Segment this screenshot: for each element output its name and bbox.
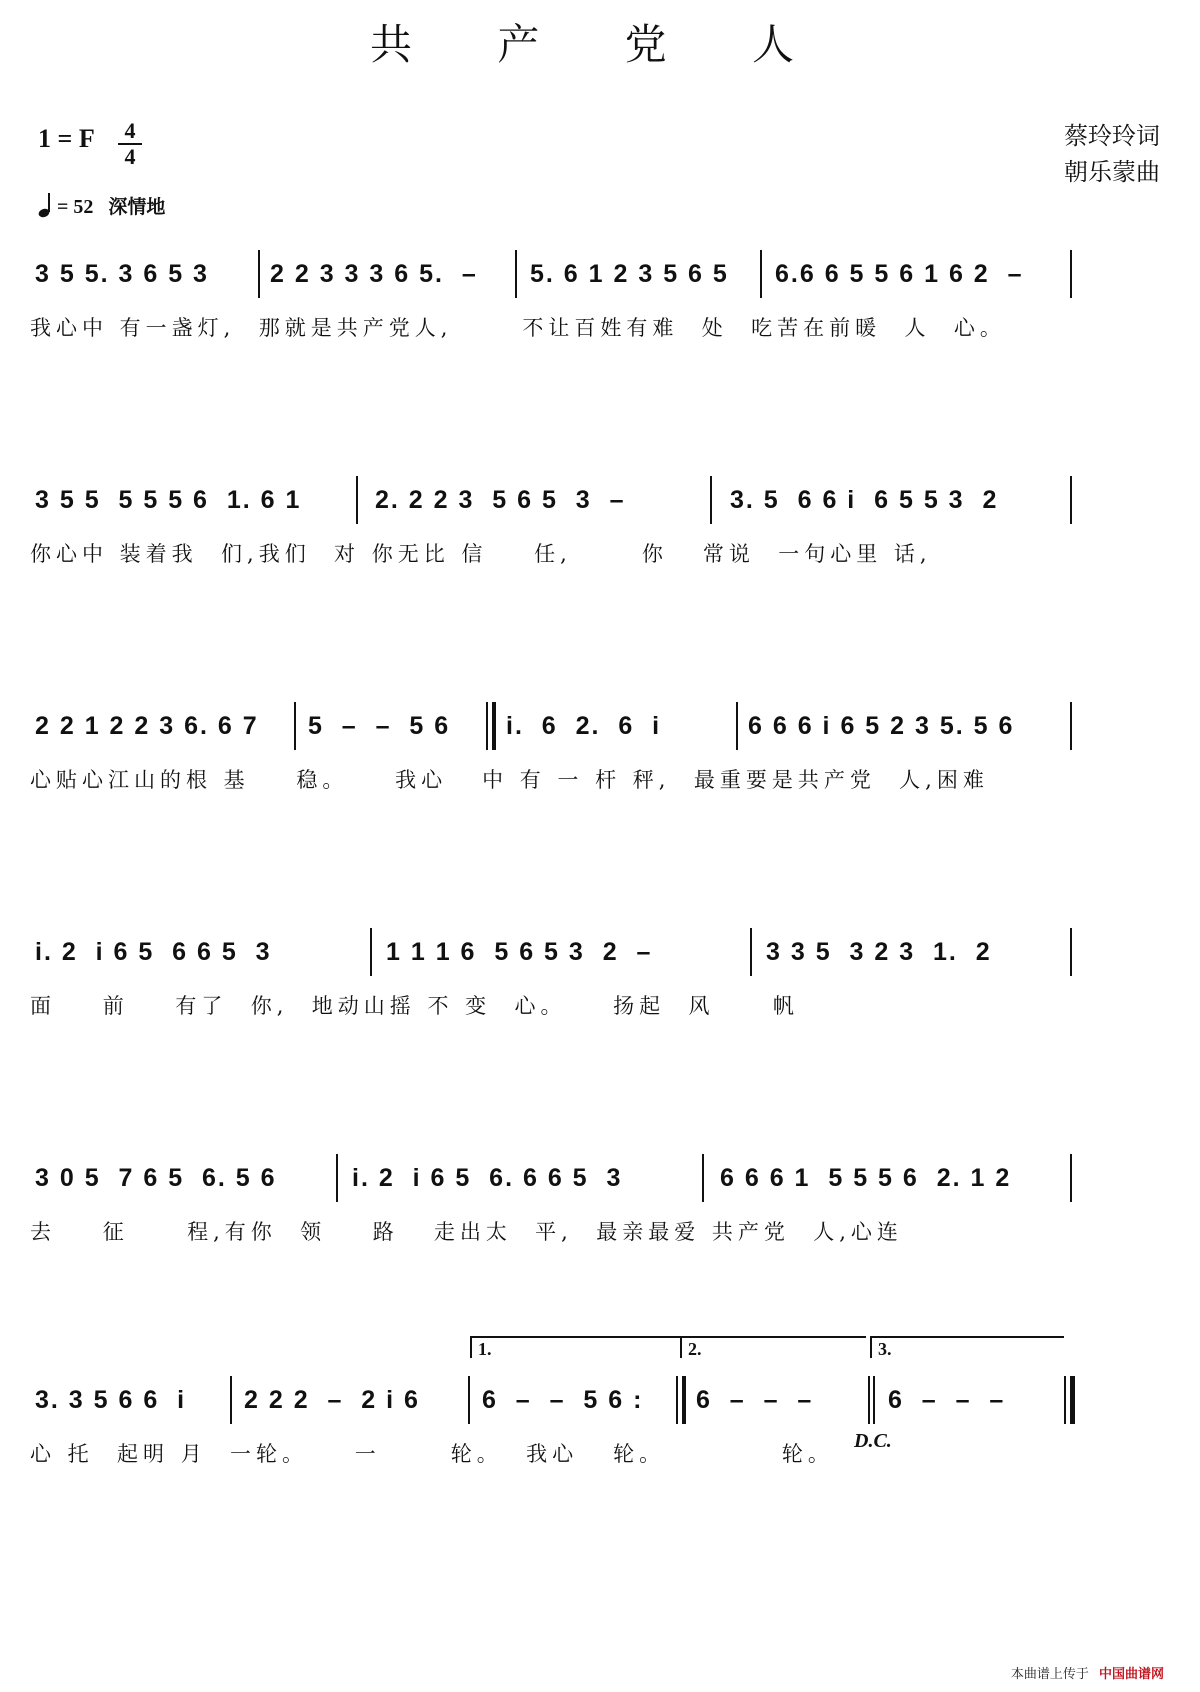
measure: 1 1 1 6 5 6 5 3 2 – (386, 937, 653, 966)
time-signature (118, 120, 142, 168)
score-row-2 (30, 472, 1170, 578)
score-row-1 (30, 246, 1170, 352)
time-signature-top: 4 (124, 118, 136, 143)
time-signature-bottom: 4 (124, 144, 136, 169)
measure: 6.6 6 5 5 6 1 6 2 – (775, 259, 1024, 288)
volta-1: 1. (470, 1336, 682, 1358)
measure: 3. 3 5 6 6 i (35, 1385, 187, 1414)
measure: 2 2 2 – 2 i 6 (244, 1385, 420, 1414)
volta-2: 2. (680, 1336, 866, 1358)
composer: 朝乐蒙曲 (1064, 158, 1160, 186)
measure: 5. 6 1 2 3 5 6 5 (530, 259, 729, 288)
score-row-5 (30, 1150, 1170, 1256)
measure: 6 6 6 i 6 5 2 3 5. 5 6 (748, 711, 1015, 740)
score-row-3 (30, 698, 1170, 804)
lyric-line: 面 前 有了 你, 地动山摇 不 变 心。 扬起 风 帆 (30, 994, 799, 1018)
measure: 3 5 5. 3 6 5 3 (35, 259, 209, 288)
lyric-line: 心 托 起明 月 一轮。 一 轮。 我心 轮。 轮。 (30, 1442, 834, 1466)
measure: 3. 5 6 6 i 6 5 5 3 2 (730, 485, 999, 514)
measure: 3 3 5 3 2 3 1. 2 (766, 937, 992, 966)
measure: 2. 2 2 3 5 6 5 3 – (375, 485, 626, 514)
lyricist: 蔡玲玲词 (1064, 122, 1160, 150)
lyric-line: 心贴心江山的根 基 稳。 我心 中 有 一 杆 秤, 最重要是共产党 人,困难 (30, 768, 989, 792)
tempo-marking (38, 192, 165, 224)
volta-3: 3. (870, 1336, 1064, 1358)
measure: 2 2 1 2 2 3 6. 6 7 (35, 711, 259, 740)
lyric-line: 去 征 程,有你 领 路 走出太 平, 最亲最爱 共产党 人,心连 (30, 1220, 903, 1244)
key-signature: 1 = F (38, 124, 95, 153)
footer (1011, 1663, 1164, 1682)
measure: 6 – – – (696, 1385, 814, 1414)
footer-site[interactable]: 中国曲谱网 (1098, 1667, 1164, 1682)
measure: 6 – – – (888, 1385, 1006, 1414)
credits (1064, 118, 1160, 190)
da-capo-mark: D.C. (854, 1430, 892, 1452)
measure: 2 2 3 3 3 6 5. – (270, 259, 478, 288)
measure: i. 2 i 6 5 6 6 5 3 (35, 937, 272, 966)
measure: 3 5 5 5 5 5 6 1. 6 1 (35, 485, 302, 514)
footer-text: 本曲谱上传于 (1010, 1667, 1089, 1682)
measure: i. 2 i 6 5 6. 6 6 5 3 (352, 1163, 623, 1192)
measure: 6 6 6 1 5 5 5 6 2. 1 2 (720, 1163, 1012, 1192)
measure: 3 0 5 7 6 5 6. 5 6 (35, 1163, 277, 1192)
measure: i. 6 2. 6 i (506, 711, 662, 740)
song-title: 共 产 党 人 (369, 20, 831, 69)
quarter-note-icon (38, 192, 52, 224)
tempo-bpm: = 52 (57, 196, 94, 218)
tempo-mood: 深情地 (108, 196, 166, 218)
score-row-6 (30, 1339, 1170, 1478)
measure: 5 – – 5 6 (308, 711, 451, 740)
lyric-line: 我心中 有一盏灯, 那就是共产党人, 不让百姓有难 处 吃苦在前暖 人 心。 (30, 316, 1006, 340)
lyric-line: 你心中 装着我 们,我们 对 你无比 信 任, 你 常说 一句心里 话, (30, 542, 932, 566)
score-row-4 (30, 924, 1170, 1030)
measure: 6 – – 5 6 : (482, 1385, 644, 1414)
